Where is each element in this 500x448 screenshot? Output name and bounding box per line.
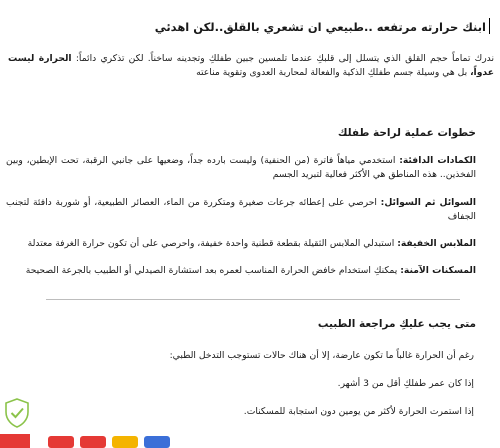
intro-paragraph	[8, 52, 494, 80]
step-3-text: استبدلي الملابس الثقيلة بقطعة قطنية واحدة خفيفة، واحرصي على أن تكون حرارة الغرفة معتدلة	[27, 238, 395, 249]
step-3	[6, 237, 476, 251]
taskbar-button-red-2[interactable]	[80, 436, 106, 448]
intro-tail: بل هي	[442, 67, 468, 78]
step-4-text: يمكنكِ استخدام خافض الحرارة المناسب لعمره بعد استشارة الصيدلي أو الطبيب بالجرعة الصحيحة	[25, 265, 398, 276]
intro-emphasis: الحرارة ليست عدواً،	[8, 53, 494, 78]
step-2	[6, 196, 476, 224]
taskbar-button-red[interactable]	[48, 436, 74, 448]
step-1	[6, 154, 476, 182]
step-3-label: الملابس الخفيفة:	[397, 238, 476, 249]
text-cursor	[489, 18, 490, 34]
doctor-item-2: إذا استمرت الحرارة لأكثر من يومين دون استجابة للمسكنات.	[243, 406, 474, 417]
intro-text-2: وسيلة جسم طفلكِ الذكية والفعالة لمحاربة العدوى وتقوية مناعته	[196, 67, 440, 78]
steps-heading: خطوات عملية لراحة طفلك	[337, 127, 476, 139]
doctor-heading: متى يجب عليكِ مراجعة الطبيب	[317, 318, 476, 330]
intro-text: ندرك تماماً حجم القلق الذي يتسلل إلى قلبكِ عندما تلمسين جبين طفلكِ وتجدينه ساخناً. لكن تذكري دائماً:	[75, 53, 495, 64]
doctor-intro: رغم أن الحرارة غالباً ما تكون عارضة، إلا أن هناك حالات تستوجب التدخل الطبي:	[169, 350, 474, 361]
shield-check-icon	[4, 398, 30, 428]
step-4-label: المسكنات الآمنة:	[400, 265, 476, 276]
step-4	[6, 264, 476, 278]
step-2-label: السوائل ثم السوائل:	[380, 197, 477, 208]
step-1-text: استخدمي مياهاً فاترة (من الحنفية) وليست بارده جداً، وضعيها على جانبي الرقبة، تحت الإبطين، وبين الفخذين.. هذه المناطق هي الأكثر فعالية لتبريد الجسم	[6, 155, 476, 180]
doctor-item-1: إذا كان عمر طفلكِ أقل من 3 أشهر.	[337, 378, 474, 389]
step-2-text: احرصي على إعطائه جرعات صغيرة ومتكررة من الماء، العصائر الطبيعية، أو شوربة دافئة لتجنب الجفاف	[6, 197, 476, 222]
taskbar-button-yellow[interactable]	[112, 436, 138, 448]
document-title: ابنك حرارته مرتفعه ..طبيعي ان تشعري بالقلق..لكن اهدئي	[154, 20, 486, 34]
step-1-label: الكمادات الدافئة:	[399, 155, 476, 166]
section-divider	[46, 299, 460, 300]
taskbar-strip	[0, 434, 500, 448]
taskbar-button-blue[interactable]	[144, 436, 170, 448]
